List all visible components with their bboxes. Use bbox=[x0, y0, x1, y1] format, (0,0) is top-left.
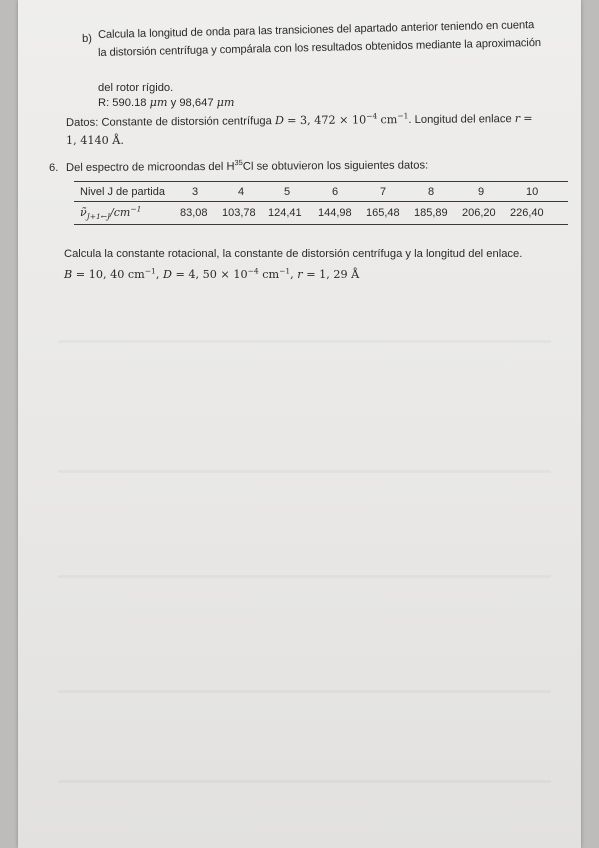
table-cell-level: 10 bbox=[526, 186, 539, 198]
table-cell-wavenumber: 206,20 bbox=[462, 207, 496, 219]
table-header-wavenumber bbox=[80, 206, 141, 220]
wavenumber-unit-exp: −1 bbox=[130, 204, 142, 214]
table-cell-wavenumber: 144,98 bbox=[318, 207, 352, 219]
answer-d-value: = 4, 50 × 10 bbox=[175, 268, 248, 281]
answer-r-value: = 1, 29 Å bbox=[306, 268, 360, 281]
item-b-line-1: Calcula la longitud de onda para las transiciones del apartado anterior teniendo en cuenta bbox=[97, 19, 535, 41]
item-b-label: b) bbox=[81, 32, 93, 45]
wavenumber-unit: /cm bbox=[110, 206, 131, 219]
datos-d-unit-exp: −1 bbox=[397, 111, 409, 121]
answer-b-value: = 10, 40 cm bbox=[75, 268, 145, 281]
datos-line bbox=[66, 112, 533, 130]
table-cell-level: 5 bbox=[284, 186, 291, 198]
datos-r-value: 1, 4140 Å. bbox=[66, 134, 124, 147]
problem-6-text-after: Cl se obtuvieron los siguientes datos: bbox=[242, 159, 429, 173]
datos-r-eq: = bbox=[523, 111, 533, 126]
table-cell-level: 4 bbox=[238, 186, 245, 198]
wavenumber-symbol: ν̃ bbox=[80, 206, 87, 219]
table-cell-level: 7 bbox=[380, 186, 387, 198]
table-cell-wavenumber: 226,40 bbox=[510, 207, 544, 219]
wavenumber-subscript: J+1←J bbox=[86, 212, 111, 222]
table-cell-level: 3 bbox=[192, 186, 199, 198]
bleed-through bbox=[58, 575, 551, 578]
item-b-answer-unit-1: μm bbox=[149, 96, 168, 109]
answer-b-symbol: B bbox=[64, 268, 73, 281]
answer-d-unit: cm bbox=[262, 268, 280, 281]
datos-suffix: . Longitud del enlace bbox=[408, 113, 512, 127]
bleed-through bbox=[58, 470, 551, 473]
table-row-wavenumbers bbox=[74, 204, 568, 222]
datos-d-value: = 3, 472 × 10 bbox=[286, 113, 367, 128]
table-cell-level: 8 bbox=[428, 186, 435, 198]
answer-d-symbol: D bbox=[162, 268, 172, 281]
table-cell-level: 6 bbox=[332, 186, 339, 198]
problem-6-statement bbox=[66, 158, 428, 175]
bleed-through bbox=[58, 780, 551, 783]
problem-6-question: Calcula la constante rotacional, la constante de distorsión centrífuga y la longitud del enlace. bbox=[64, 248, 523, 260]
item-b-line-2: la distorsión centrífuga y compárala con los resultados obtenidos mediante la aproximación bbox=[97, 36, 542, 59]
table-bottom-rule bbox=[74, 224, 568, 225]
table-top-rule bbox=[74, 181, 568, 182]
problem-6-isotope: 35 bbox=[234, 158, 243, 168]
table-cell-wavenumber: 83,08 bbox=[180, 207, 208, 219]
datos-d-unit: cm bbox=[380, 113, 398, 127]
item-b-line-3: del rotor rígido. bbox=[98, 82, 174, 94]
table-cell-wavenumber: 185,89 bbox=[414, 207, 448, 219]
item-b-answer-unit-2: μm bbox=[216, 96, 235, 109]
item-b-answer-prefix: R: 590.18 bbox=[98, 97, 147, 109]
table-cell-wavenumber: 165,48 bbox=[366, 207, 400, 219]
datos-d-exp: −4 bbox=[366, 111, 378, 121]
table-header-level: Nivel J de partida bbox=[80, 186, 165, 198]
datos-prefix: Datos: Constante de distorsión centrífuga bbox=[65, 115, 272, 129]
answer-d-unit-exp: −1 bbox=[279, 266, 291, 276]
table-cell-wavenumber: 124,41 bbox=[268, 207, 302, 219]
table-cell-level: 9 bbox=[478, 186, 485, 198]
problem-6-text-before: Del espectro de microondas del H bbox=[65, 160, 235, 174]
table-row-levels bbox=[74, 183, 568, 201]
answer-r-symbol: r bbox=[297, 268, 303, 281]
datos-r-symbol: r bbox=[514, 112, 521, 126]
problem-6-number: 6. bbox=[49, 162, 59, 174]
document-page bbox=[18, 0, 581, 848]
bleed-through bbox=[58, 690, 551, 693]
problem-6-answer: B = 10, 40 $cm^{-1}$, D = 4, $50 \times 10^{-4}$ $cm^{-1}$, r = 1, 29 Å bbox=[64, 266, 360, 281]
table-mid-rule bbox=[74, 201, 568, 202]
bleed-through bbox=[58, 340, 551, 343]
answer-b-exp: −1 bbox=[144, 266, 156, 276]
answer-d-exp: −4 bbox=[247, 266, 259, 276]
table-cell-wavenumber: 103,78 bbox=[222, 207, 256, 219]
datos-d-symbol: D bbox=[274, 114, 284, 128]
item-b-answer-mid: y 98,647 bbox=[170, 97, 214, 109]
item-b-answer bbox=[98, 96, 235, 110]
